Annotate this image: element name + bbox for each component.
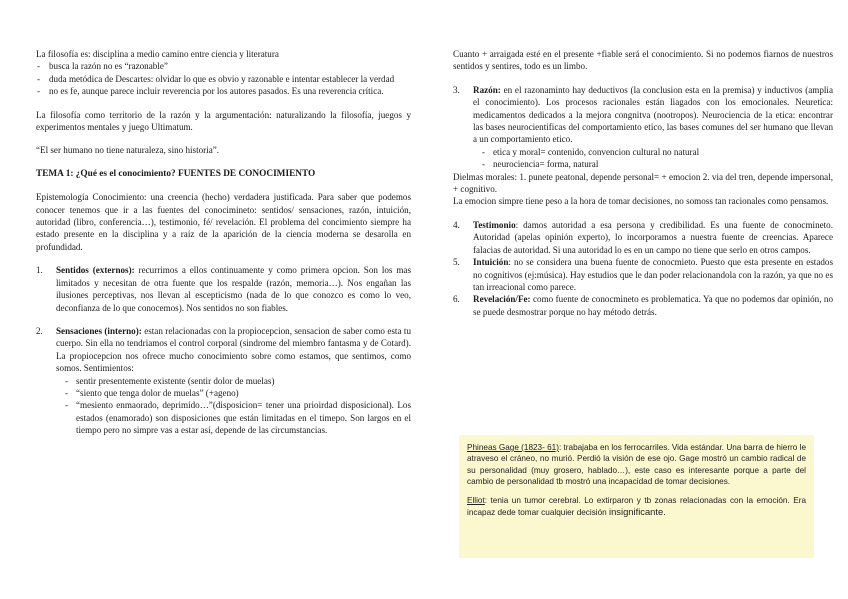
quote: “El ser humano no tiene naturaleza, sino historia”. [36,145,220,156]
gage-name: Phineas Gage (1823- 61) [467,443,559,452]
emotion-paragraph: La emocion simpre tiene peso a la hora de tomar decisiones, no somoss tan racionales como pensamos. [453,196,829,207]
epistemology-paragraph: Epistemología Conocimiento: una creencia (hecho) verdadera justificada. Para saber que podemos conocer tenemos que ir a las fuentes del conocimineto: sentidos/ sensaciones, razón, intuición, autoridad (libro, conferencia…), testimonio, fé/ revelación. El problema del concimiento siempre ha estado presente en la disciplina y a raíz de la aparición de la ciencia moderna se desarolla en profundidad. [36,192,411,252]
intro-point-1: - busca la razón no es “razonable” [36,60,411,72]
territory-paragraph: La filosofía como territorio de la razón y la argumentación: naturalizando la filosofía, juegos y experimentos mentales y juego Ultimatum. [36,109,411,133]
item-number: 6. [453,294,460,305]
item-title: Revelación/Fe: [473,294,531,305]
gage-text: : trabajaba en los ferrocarriles. Vida estándar. Una barra de hierro le atraveso el cráneo, no murió. Perdió la visión de ese ojo. Gage mostró un cambio radical de su personalidad (muy grosero, hablado…), este caso es interesante porque a parte del cambio de personalidad tb mostró una incapacidad de tomar decisiones. [467,443,806,486]
item-number: 3. [453,84,460,95]
item-text: recurrimos a ellos continuamente y como primera opcion. Son los mas limitados y necesitan de otra fuente que los respalde (razón, memoria…). Nos engañan las ilusiones perceptivas, nos llevan al escepticismo (nada de lo que conozco es como lo veo, deconfianza de lo que conocemos). Nos sentidos no son fiables. [56,265,411,313]
item-text: estan relacionadas con la propiocepcion, sensacion de saber como esta tu cuerpo. Sin ella no tendriamos el control corporal (sindrome del miembro fantasma y de Cotard). La propiocepcion nos ofrece mucho conocimiento sobre como estamos, que sentimos, como somos. Sentimientos: [56,325,411,374]
item-razon [453,84,833,146]
feeling-point-1: - sentir presentemente existente (sentir dolor de muelas) [36,375,411,387]
item-text: como fuente de conocmineto es problematica. Ya que no podemos dar opinión, no se puede desmostrar porque no hay método detrás. [473,294,833,317]
item-title: Razón: [473,84,501,95]
ethics-point-1: - etica y moral= contenido, convencion cultural no natural [453,146,833,158]
left-column [36,0,411,437]
feeling-point-3: - “mesiento enmaorado, deprimido…”(disposicion= tener una prioirdad disposicional). Los estados (enamorado) son disposiciones que están limitadas en el timepo. Son largos en el tiempo pero no simpre vas a estar así, depende de las circumstancias. [36,399,411,436]
item-title: Sentidos (externos): [56,265,135,276]
intro-point-2: - duda metódica de Descartes: olvidar lo que es obvio y razonable e intentar establecer la verdad [36,73,411,85]
elliot-note [467,495,806,519]
item-intuicion [453,256,833,293]
elliot-text: : tenia un tumor cerebral. Lo extirparon y tb zonas relacionadas con la emoción. Era incapaz dede tomar cualquier decisión [467,496,806,518]
right-column [453,0,833,318]
item-revelacion [453,293,833,318]
intro-point-3: - no es fe, aunque parece incluir reverencia por los autores pasados. Es una reverencia crítica. [36,85,411,97]
item-text: en el razonaminto hay deductivos (la conclusion esta en la premisa) y inductivos (amplia el conocimiento). Los procesos racionales están liagados con los emocionales. Neuretica: medicamentos dedicados a la mejora congnitva (nootropos). Neurociencia de la etica: encontrar las bases neurocientificas del comportamiento etico, las bases comunes del ser humano que llevan a un comportamiento etico. [473,84,833,145]
item-text: : no se considera una buena fuente de conocmieto. Puesto que esta presente en estados no cognitivos (ej:música). Hay estudios que le dan poder relacionandola con la razón, ya que no es tan irreacional como parece. [473,257,833,292]
elliot-last-word: insignificante. [609,506,666,518]
elliot-name: Elliot [467,496,485,506]
item-number: 4. [453,219,460,230]
item-title: Sensaciones (interno): [56,325,142,336]
item-title: Intuición [473,257,509,268]
dilemas-paragraph: Dielmas morales: 1. punete peatonal, depende personal= + emocion 2. via del tren, depende impersonal, + cognitivo. [453,171,833,195]
ethics-point-2: - neurociencia= forma, natural [453,158,833,170]
highlight-note-box [459,435,814,558]
gage-note [467,442,806,487]
item-number: 1. [36,265,43,276]
item-title: Testimonio [473,219,516,230]
item-number: 5. [453,257,460,268]
feeling-point-2: - “siento que tenga dolor de muelas” (+ageno) [36,387,411,399]
section-heading: TEMA 1: ¿Qué es el conocimiento? FUENTES DE CONOCIMIENTO [36,168,316,179]
item-number: 2. [36,325,43,336]
top-paragraph: Cuanto + arraigada esté en el presente +fiable será el conocimiento. Si no podemos fiarnos de nuestros sentidos y sentires, todo es un limbo. [453,49,833,72]
intro-line: La filosofía es: disciplina a medio camino entre ciencia y literatura [36,49,279,59]
item-text: : damos autoridad a esa persona y credibilidad. Es una fuente de conocmineto. Autoridad (apelas opinión experto), lo incorporamos a nuestra fuente de creencias. Aparece falacias de autoridad. Si una autoridad lo es en un campo no tiene que serlo en otros campos. [473,219,833,255]
item-testimonio [453,219,833,256]
item-sentidos [36,264,411,314]
item-sensaciones [36,325,411,375]
